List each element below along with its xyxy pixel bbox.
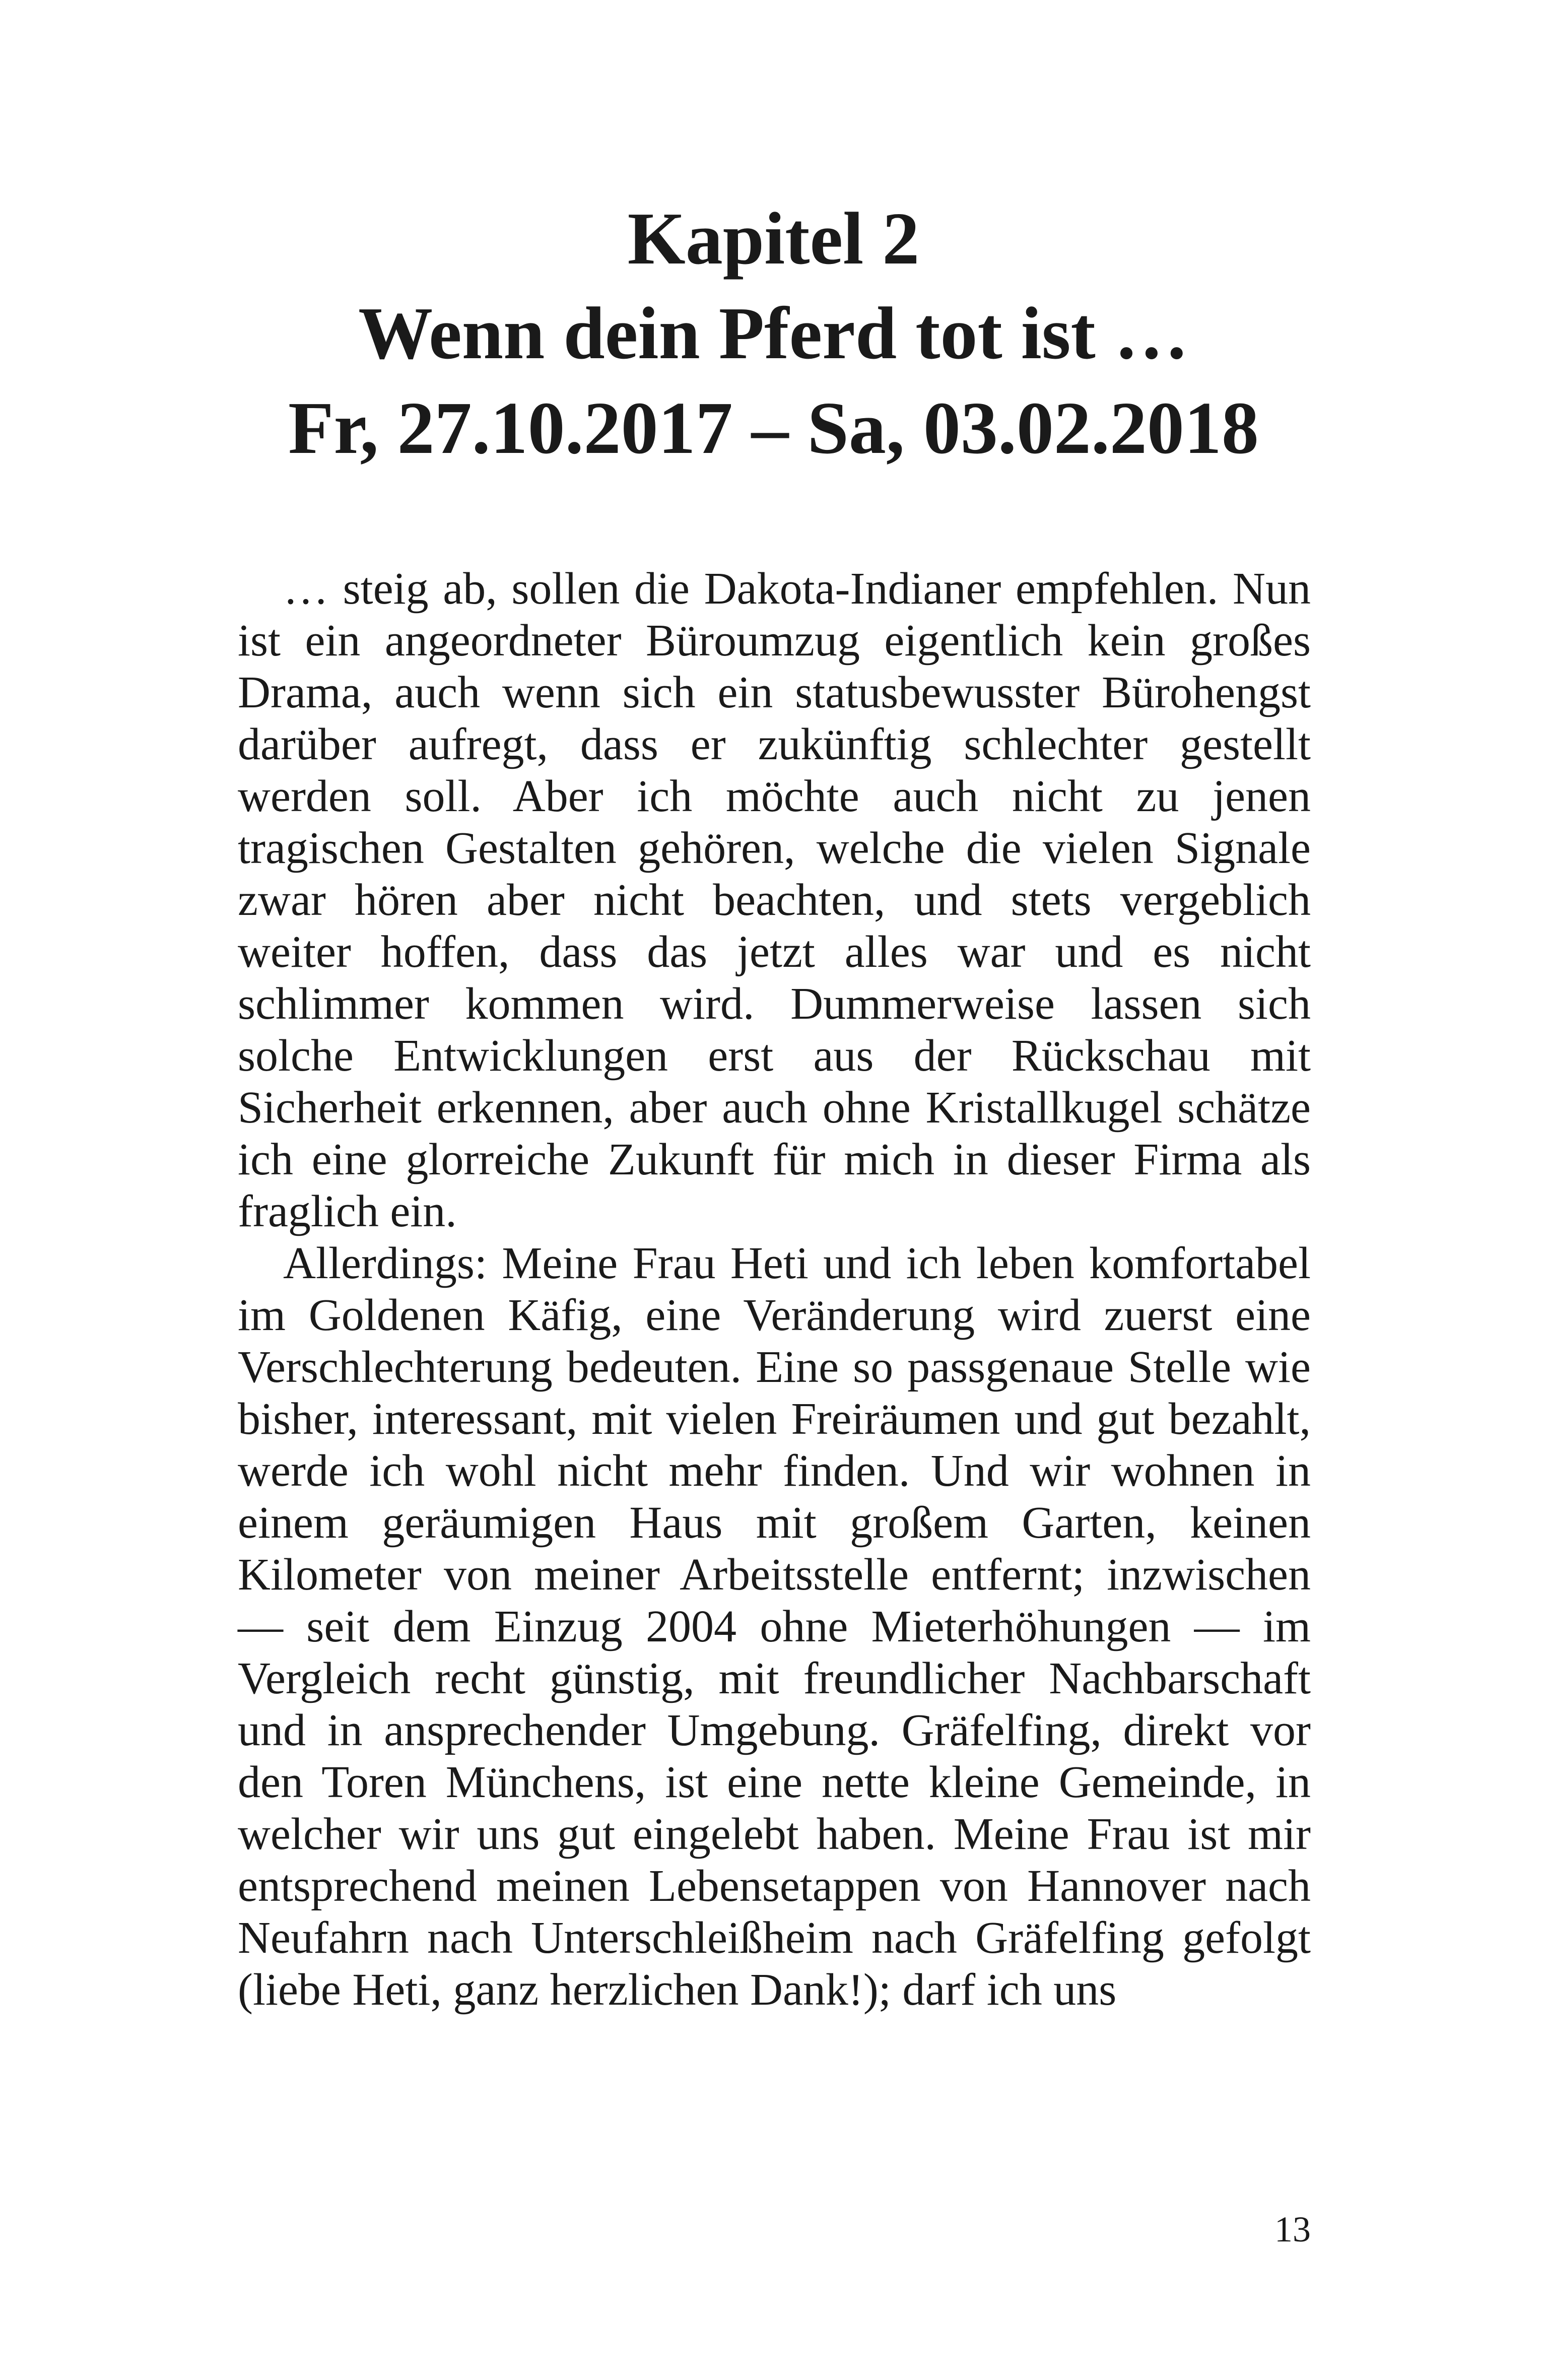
paragraph-1: … steig ab, sollen die Dakota-Indianer empfehlen. Nun ist ein angeordneter Büroumzug eigentlich kein großes Drama, auch wenn sich ein statusbewusster Bürohengst darüber aufregt, dass er zukünftig schlechter gestellt werden soll. Aber ich möchte auch nicht zu jenen tragischen Gestalten gehören, welche die vielen Signale zwar hören aber nicht beachten, und stets vergeblich weiter hoffen, dass das jetzt alles war und es nicht schlimmer kommen wird. Dummerweise lassen sich solche Entwicklungen erst aus der Rückschau mit Sicherheit erkennen, aber auch ohne Kristallkugel schätze ich eine glorreiche Zukunft für mich in dieser Firma als fraglich ein.: [238, 564, 1311, 1236]
chapter-heading: [0, 191, 1547, 476]
chapter-title: Wenn dein Pferd tot ist …: [358, 292, 1189, 375]
paragraph-2: Allerdings: Meine Frau Heti und ich leben komfortabel im Goldenen Käfig, eine Veränderung wird zuerst eine Verschlechterung bedeuten. Eine so passgenaue Stelle wie bisher, interessant, mit vielen Freiräumen und gut bezahlt, werde ich wohl nicht mehr finden. Und wir wohnen in einem geräumigen Haus mit großem Garten, keinen Kilometer von meiner Arbeitsstelle entfernt; inzwischen — seit dem Einzug 2004 ohne Mieterhöhungen — im Vergleich recht günstig, mit freundlicher Nachbarschaft und in ansprechender Umgebung. Gräfelfing, direkt vor den Toren Münchens, ist eine nette kleine Gemeinde, in welcher wir uns gut eingelebt haben. Meine Frau ist mir entsprechend meinen Lebensetappen von Hannover nach Neufahrn nach Unterschleißheim nach Gräfelfing gefolgt (liebe Heti, ganz herzlichen Dank!); darf ich uns: [238, 1238, 1311, 2015]
body-text: [238, 563, 1311, 2016]
page-number: 13: [1274, 2209, 1311, 2250]
chapter-number: Kapitel 2: [627, 197, 920, 280]
chapter-dates: Fr, 27.10.2017 – Sa, 03.02.2018: [288, 387, 1259, 470]
